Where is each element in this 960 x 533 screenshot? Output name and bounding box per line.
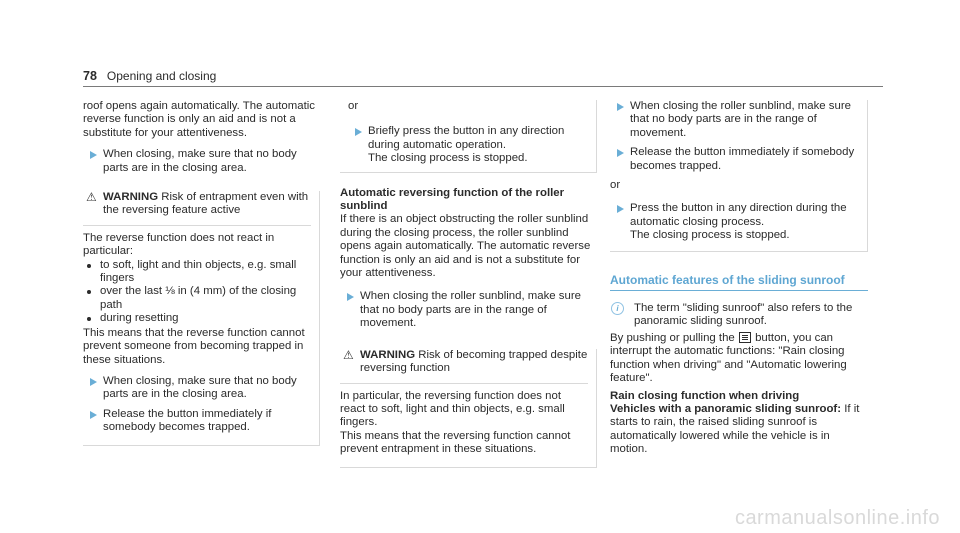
body-paragraph	[610, 332, 868, 386]
column-3	[610, 100, 868, 457]
info-circle-icon: i	[611, 302, 624, 315]
note	[610, 302, 868, 329]
list-item: during resetting	[83, 312, 311, 325]
warning-heading	[340, 349, 588, 376]
para-text-after: button, you can interrupt the automatic functions: "Rain closing function when driving" and "Automatic lowering feature".	[610, 331, 847, 385]
continued-step-box	[340, 100, 597, 173]
warning-after: This means that the reverse function cannot prevent someone from becoming trapped in these situations.	[83, 326, 305, 366]
step-item	[83, 408, 311, 435]
step-text: When closing, make sure that no body parts are in the closing area.	[103, 148, 297, 174]
step-text: Release the button immediately if somebody becomes trapped.	[630, 146, 855, 172]
list-item: over the last ⅛ in (4 mm) of the closing path	[83, 285, 311, 312]
sunroof-button-icon	[739, 332, 751, 343]
section-heading: Automatic reversing function of the roller sunblind	[340, 186, 565, 213]
step-text: Briefly press the button in any direction during automatic operation.	[368, 125, 565, 151]
step-item	[83, 148, 320, 175]
page-header	[83, 70, 216, 83]
step-text: When closing the roller sunblind, make sure that no body parts are in the range of movement.	[630, 100, 851, 139]
watermark: carmanualsonline.info	[734, 506, 940, 529]
arrow-right-icon	[90, 411, 97, 419]
step-text: When closing the roller sunblind, make sure that no body parts are in the range of movement.	[360, 290, 581, 330]
step-box	[610, 100, 868, 252]
section-title: Automatic features of the sliding sunroof	[610, 272, 845, 287]
warning-divider	[340, 383, 588, 384]
step-item	[610, 202, 867, 242]
arrow-right-icon	[617, 205, 624, 213]
body-paragraph: If there is an object obstructing the roller sunblind during the closing process, the roller sunblind opens again automatically. The automatic reverse function is only an aid and is not a substitute for your attentiveness.	[340, 213, 591, 280]
step-item	[610, 100, 867, 140]
warning-title: Risk of becoming trapped despite reversing function	[360, 348, 588, 375]
arrow-right-icon	[347, 293, 354, 301]
arrow-right-icon	[90, 151, 97, 159]
column-2	[340, 100, 597, 468]
body-paragraph	[610, 403, 868, 457]
step-text: When closing, make sure that no body parts are in the closing area.	[103, 374, 297, 401]
column-1	[83, 100, 320, 446]
warning-body: The reverse function does not react in particular:	[83, 231, 275, 258]
step-item	[348, 125, 596, 165]
vehicles-text: If it starts to rain, the raised sliding sunroof is automatically lowered while the vehicle is in motion.	[610, 402, 860, 456]
warning-divider	[83, 225, 311, 226]
list-item: to soft, light and thin objects, e.g. small fingers	[83, 259, 311, 286]
section-rule	[610, 290, 868, 291]
subheading: Rain closing function when driving	[610, 389, 800, 402]
warning-label: WARNING	[360, 348, 416, 361]
note-text: The term "sliding sunroof" also refers to the panoramic sliding sunroof.	[634, 302, 853, 328]
step-item	[340, 290, 597, 330]
page-number: 78	[83, 69, 97, 83]
step-result: The closing process is stopped.	[368, 152, 528, 165]
bullet-list	[83, 259, 311, 326]
page-title: Opening and closing	[106, 69, 217, 83]
warning-box	[340, 349, 597, 468]
or-label: or	[610, 179, 621, 192]
arrow-right-icon	[355, 128, 362, 136]
warning-heading	[83, 191, 311, 218]
warning-after: This means that the reversing function cannot prevent entrapment in these situations.	[340, 429, 571, 456]
intro-paragraph: roof opens again automatically. The automatic reverse function is only an aid and is not a substitute for your attentiveness.	[83, 100, 315, 139]
step-text: Release the button immediately if somebody becomes trapped.	[103, 407, 272, 434]
step-item	[83, 375, 311, 402]
step-text: Press the button in any direction during the automatic closing process.	[630, 202, 847, 228]
section	[610, 274, 868, 291]
warning-triangle-icon: ⚠	[343, 347, 354, 362]
step-result: The closing process is stopped.	[630, 229, 790, 242]
warning-triangle-icon: ⚠	[86, 190, 97, 205]
header-rule	[83, 86, 883, 87]
arrow-right-icon	[90, 378, 97, 386]
vehicles-label: Vehicles with a panoramic sliding sunroof:	[610, 402, 842, 415]
warning-body: In particular, the reversing function does not react to soft, light and thin objects, e.g. small fingers.	[340, 389, 565, 429]
or-label: or	[348, 100, 359, 112]
arrow-right-icon	[617, 103, 624, 111]
warning-box	[83, 191, 320, 446]
warning-label: WARNING	[103, 191, 159, 204]
step-item	[610, 146, 867, 173]
arrow-right-icon	[617, 149, 624, 157]
para-text-before: By pushing or pulling the	[610, 331, 735, 344]
warning-title: Risk of entrapment even with the reversing feature active	[103, 191, 309, 217]
